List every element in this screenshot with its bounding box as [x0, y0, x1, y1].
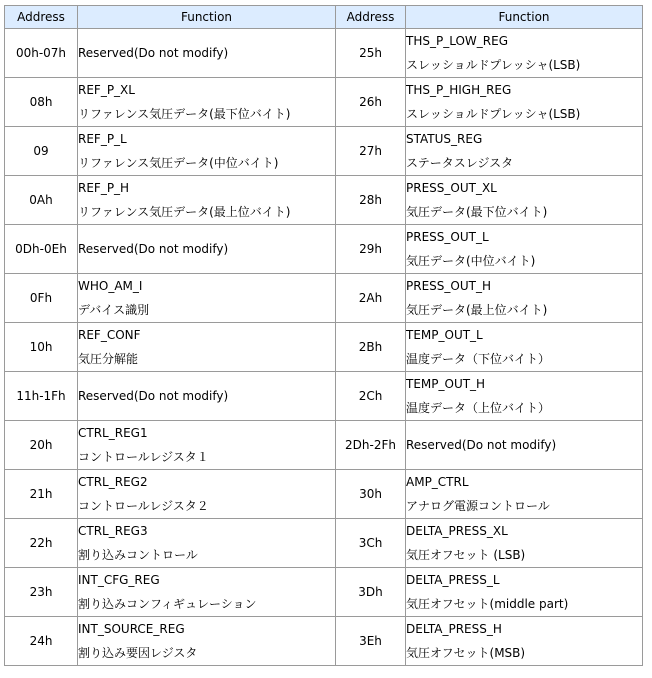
- table-row: [5, 323, 643, 372]
- register-description: 割り込みコントロール: [78, 548, 198, 562]
- register-address: 27h: [336, 127, 406, 176]
- register-function: [78, 470, 336, 519]
- register-description: アナログ電源コントロール: [406, 499, 550, 513]
- register-function: [78, 225, 336, 274]
- table-row: [5, 127, 643, 176]
- register-description: 気圧データ(中位バイト): [406, 254, 536, 268]
- table-row: [5, 274, 643, 323]
- register-address: 29h: [336, 225, 406, 274]
- register-name: Reserved(Do not modify): [78, 389, 229, 403]
- register-name: AMP_CTRL: [406, 475, 469, 489]
- register-description: スレッショルドプレッシャ(LSB): [406, 58, 581, 72]
- register-function: [406, 568, 643, 617]
- register-rows: [5, 29, 643, 666]
- register-address: 21h: [5, 470, 78, 519]
- register-name: DELTA_PRESS_L: [406, 573, 500, 587]
- table-row: [5, 470, 643, 519]
- register-name: Reserved(Do not modify): [78, 242, 229, 256]
- register-name: STATUS_REG: [406, 132, 483, 146]
- register-description: 気圧オフセット(MSB): [406, 646, 526, 660]
- register-function: [78, 323, 336, 372]
- register-address: 00h-07h: [5, 29, 78, 78]
- register-function: [406, 421, 643, 470]
- register-address: 2Dh-2Fh: [336, 421, 406, 470]
- header-address-right: Address: [336, 6, 406, 29]
- table-row: [5, 372, 643, 421]
- register-address: 28h: [336, 176, 406, 225]
- register-address: 22h: [5, 519, 78, 568]
- register-function: [406, 372, 643, 421]
- register-name: DELTA_PRESS_XL: [406, 524, 508, 538]
- register-function: [406, 176, 643, 225]
- table-row: [5, 421, 643, 470]
- register-function: [406, 470, 643, 519]
- register-function: [78, 617, 336, 666]
- register-function: [406, 29, 643, 78]
- register-function: [78, 29, 336, 78]
- table-row: [5, 29, 643, 78]
- register-address: 2Ah: [336, 274, 406, 323]
- register-address: 10h: [5, 323, 78, 372]
- register-function: [406, 519, 643, 568]
- register-function: [78, 568, 336, 617]
- register-function: [406, 225, 643, 274]
- register-description: 割り込みコンフィギュレーション: [78, 597, 257, 611]
- register-description: 気圧データ(最上位バイト): [406, 303, 548, 317]
- register-function: [406, 617, 643, 666]
- register-function: [78, 176, 336, 225]
- register-description: リファレンス気圧データ(最上位バイト): [78, 205, 291, 219]
- register-function: [78, 127, 336, 176]
- register-name: CTRL_REG3: [78, 524, 148, 538]
- table-row: [5, 78, 643, 127]
- table-row: [5, 225, 643, 274]
- register-address: 0Dh-0Eh: [5, 225, 78, 274]
- register-map-table: [4, 5, 643, 666]
- register-name: CTRL_REG2: [78, 475, 148, 489]
- register-name: CTRL_REG1: [78, 426, 148, 440]
- register-description: コントロールレジスタ２: [78, 499, 209, 513]
- register-name: WHO_AM_I: [78, 279, 143, 293]
- register-name: INT_CFG_REG: [78, 573, 160, 587]
- register-address: 11h-1Fh: [5, 372, 78, 421]
- register-name: TEMP_OUT_L: [406, 328, 483, 342]
- register-function: [78, 274, 336, 323]
- register-function: [406, 274, 643, 323]
- register-name: PRESS_OUT_L: [406, 230, 489, 244]
- register-description: デバイス識別: [78, 303, 150, 317]
- register-description: 気圧データ(最下位バイト): [406, 205, 548, 219]
- table-row: [5, 568, 643, 617]
- register-address: 3Ch: [336, 519, 406, 568]
- register-function: [78, 78, 336, 127]
- register-description: 気圧オフセット (LSB): [406, 548, 526, 562]
- register-address: 0Ah: [5, 176, 78, 225]
- register-description: スレッショルドプレッシャ(LSB): [406, 107, 581, 121]
- register-address: 3Dh: [336, 568, 406, 617]
- register-address: 2Bh: [336, 323, 406, 372]
- register-name: PRESS_OUT_H: [406, 279, 491, 293]
- register-address: 23h: [5, 568, 78, 617]
- register-function: [78, 372, 336, 421]
- register-name: THS_P_HIGH_REG: [406, 83, 512, 97]
- header-row: [5, 6, 643, 29]
- register-name: REF_P_L: [78, 132, 127, 146]
- register-address: 08h: [5, 78, 78, 127]
- register-address: 24h: [5, 617, 78, 666]
- register-address: 30h: [336, 470, 406, 519]
- header-address-left: Address: [5, 6, 78, 29]
- register-address: 20h: [5, 421, 78, 470]
- register-function: [406, 78, 643, 127]
- register-description: 温度データ（上位バイト）: [406, 401, 551, 415]
- register-name: THS_P_LOW_REG: [406, 34, 508, 48]
- register-description: 気圧オフセット(middle part): [406, 597, 569, 611]
- header-function-right: Function: [406, 6, 643, 29]
- register-address: 2Ch: [336, 372, 406, 421]
- register-description: ステータスレジスタ: [406, 156, 514, 170]
- register-address: 0Fh: [5, 274, 78, 323]
- register-address: 09: [5, 127, 78, 176]
- table-row: [5, 519, 643, 568]
- register-name: PRESS_OUT_XL: [406, 181, 497, 195]
- register-name: Reserved(Do not modify): [406, 438, 557, 452]
- table-row: [5, 617, 643, 666]
- table-row: [5, 176, 643, 225]
- register-description: 割り込み要因レジスタ: [78, 646, 198, 660]
- register-function: [406, 323, 643, 372]
- register-address: 3Eh: [336, 617, 406, 666]
- register-name: Reserved(Do not modify): [78, 46, 229, 60]
- register-name: REF_P_H: [78, 181, 130, 195]
- register-description: リファレンス気圧データ(最下位バイト): [78, 107, 291, 121]
- register-function: [406, 127, 643, 176]
- register-description: 気圧分解能: [78, 352, 139, 366]
- register-description: 温度データ（下位バイト）: [406, 352, 551, 366]
- register-address: 25h: [336, 29, 406, 78]
- register-description: コントロールレジスタ１: [78, 450, 209, 464]
- register-function: [78, 519, 336, 568]
- register-name: INT_SOURCE_REG: [78, 622, 185, 636]
- register-name: REF_P_XL: [78, 83, 135, 97]
- register-name: TEMP_OUT_H: [406, 377, 486, 391]
- register-function: [78, 421, 336, 470]
- register-name: REF_CONF: [78, 328, 141, 342]
- register-description: リファレンス気圧データ(中位バイト): [78, 156, 279, 170]
- register-name: DELTA_PRESS_H: [406, 622, 502, 636]
- header-function-left: Function: [78, 6, 336, 29]
- register-address: 26h: [336, 78, 406, 127]
